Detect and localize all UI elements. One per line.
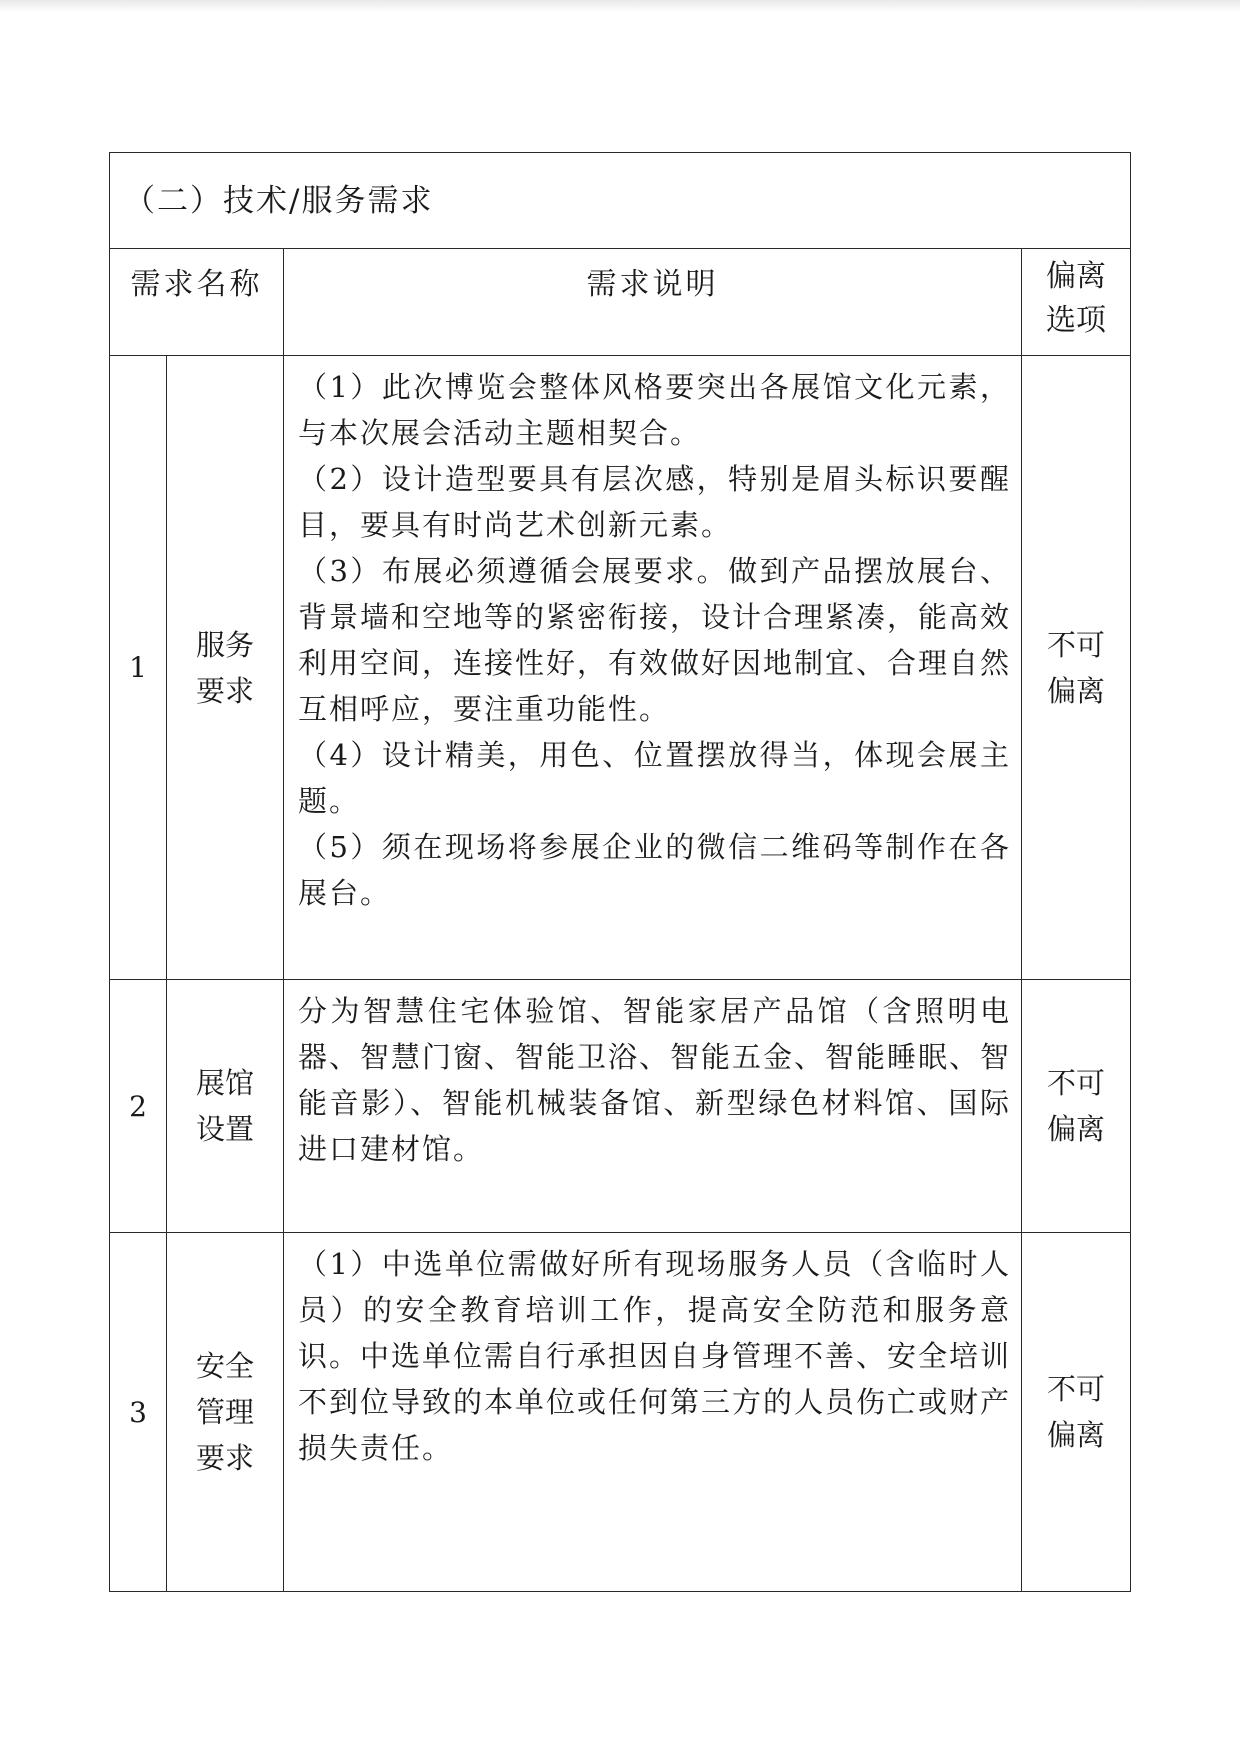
row-name — [167, 980, 284, 1233]
description-paragraph: （2）设计造型要具有层次感，特别是眉头标识要醒目，要具有时尚艺术创新元素。 — [298, 462, 1011, 542]
table-row — [110, 1233, 1131, 1592]
header-deviation-line1: 偏离 — [1046, 259, 1106, 294]
requirements-table — [109, 152, 1131, 1592]
description-paragraph: （4）设计精美，用色、位置摆放得当，体现会展主题。 — [298, 738, 1011, 818]
deviation-line: 偏离 — [1047, 1418, 1106, 1452]
header-deviation-line2: 选项 — [1046, 303, 1106, 338]
row-name — [167, 1233, 284, 1592]
row-deviation — [1022, 1233, 1131, 1592]
row-name-line: 管理 — [195, 1395, 254, 1429]
row-description — [284, 356, 1022, 980]
header-desc-cell — [284, 249, 1022, 356]
deviation-line: 偏离 — [1047, 1112, 1106, 1146]
section-title: （二）技术/服务需求 — [124, 183, 434, 219]
section-title-cell — [110, 153, 1131, 249]
header-deviation-cell — [1022, 249, 1131, 356]
description-paragraph: （1）此次博览会整体风格要突出各展馆文化元素，与本次展会活动主题相契合。 — [298, 370, 1011, 450]
description-paragraph: 分为智慧住宅体验馆、智能家居产品馆（含照明电器、智慧门窗、智能卫浴、智能五金、智能睡眠、智能音影）、智能机械装备馆、新型绿色材料馆、国际进口建材馆。 — [298, 994, 1012, 1166]
row-deviation — [1022, 980, 1131, 1233]
row-name-line: 安全 — [195, 1349, 254, 1383]
deviation-line: 偏离 — [1047, 673, 1106, 708]
row-description — [284, 980, 1022, 1233]
deviation-line: 不可 — [1047, 1066, 1106, 1100]
description-paragraph: （3）布展必须遵循会展要求。做到产品摆放展台、背景墙和空地等的紧密衔接，设计合理紧凑，能高效利用空间，连接性好，有效做好因地制宜、合理自然互相呼应，要注重功能性。 — [298, 554, 1012, 726]
row-name — [167, 356, 284, 980]
row-name-line: 服务 — [195, 627, 254, 662]
row-description — [284, 1233, 1022, 1592]
table-row — [110, 980, 1131, 1233]
row-number: 2 — [110, 980, 167, 1233]
row-name-line: 要求 — [195, 1441, 254, 1475]
row-number: 3 — [110, 1233, 167, 1592]
row-number: 1 — [110, 356, 167, 980]
deviation-line: 不可 — [1047, 627, 1106, 662]
description-paragraph: （5）须在现场将参展企业的微信二维码等制作在各展台。 — [298, 830, 1011, 910]
header-row — [110, 249, 1131, 356]
row-deviation — [1022, 356, 1131, 980]
header-name-cell — [110, 249, 284, 356]
row-name-line: 展馆 — [195, 1066, 254, 1100]
header-name: 需求名称 — [130, 267, 263, 302]
description-paragraph: （1）中选单位需做好所有现场服务人员（含临时人员）的安全教育培训工作，提高安全防范和服务意识。中选单位需自行承担因自身管理不善、安全培训不到位导致的本单位或任何第三方的人员伤亡或财产损失责任。 — [298, 1247, 1012, 1465]
deviation-line: 不可 — [1047, 1372, 1106, 1406]
row-name-line: 设置 — [195, 1112, 254, 1146]
header-desc: 需求说明 — [586, 267, 719, 302]
page-top-edge — [0, 0, 1240, 12]
row-name-line: 要求 — [195, 673, 254, 708]
table-row — [110, 356, 1131, 980]
